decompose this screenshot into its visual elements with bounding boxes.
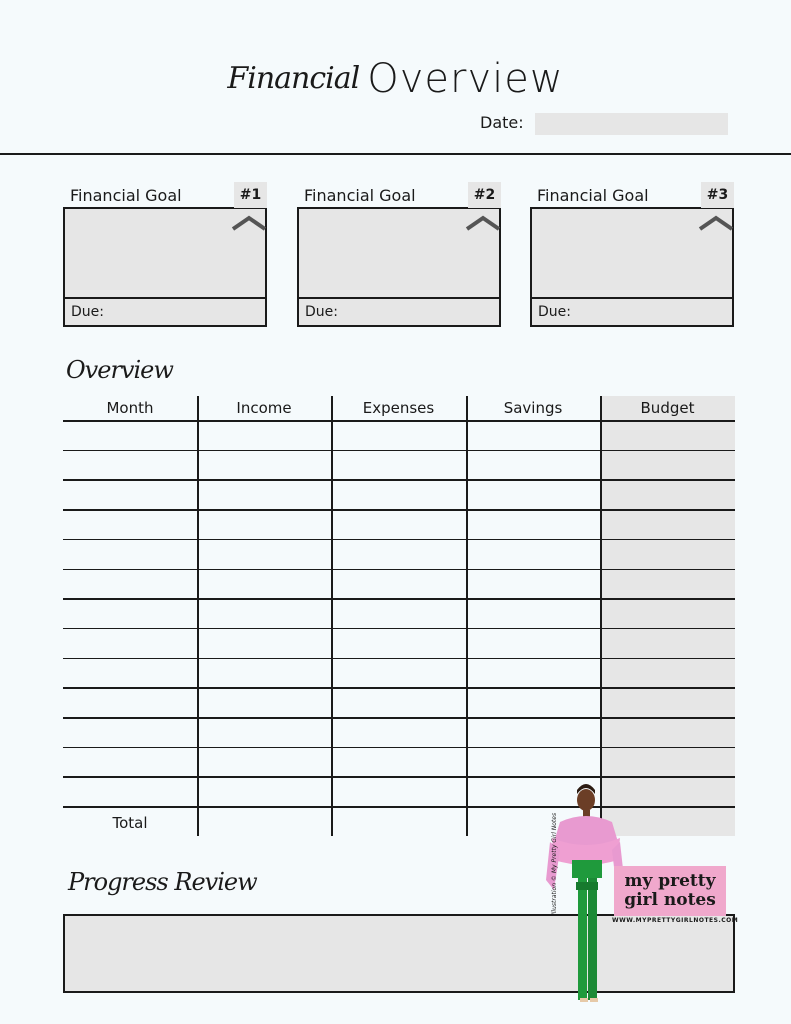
- column-header-month: Month: [106, 399, 154, 417]
- table-cell[interactable]: [63, 539, 197, 569]
- goal-label: Financial Goal: [70, 186, 182, 205]
- table-cell[interactable]: [197, 658, 331, 688]
- brand-name-line2: girl notes: [624, 890, 716, 910]
- artist-signature: Illustration © My Pretty Girl Notes: [551, 812, 558, 915]
- table-cell[interactable]: [600, 509, 735, 539]
- table-cell[interactable]: [197, 569, 331, 599]
- table-cell[interactable]: [466, 747, 600, 777]
- table-cell[interactable]: [331, 628, 466, 658]
- goal-input-box[interactable]: [297, 207, 501, 327]
- chevron-up-icon: [465, 213, 501, 231]
- table-cell[interactable]: [466, 509, 600, 539]
- table-cell[interactable]: [63, 509, 197, 539]
- goal-number-badge: #1: [234, 182, 267, 208]
- table-cell[interactable]: [466, 479, 600, 509]
- title-script: Financial: [227, 61, 360, 96]
- goal-number-badge: #3: [701, 182, 734, 208]
- progress-review-heading: Progress Review: [68, 868, 257, 896]
- title-main: Overview: [367, 56, 564, 102]
- table-cell[interactable]: [197, 747, 331, 777]
- table-cell[interactable]: [63, 776, 197, 806]
- table-cell[interactable]: [466, 717, 600, 747]
- table-cell[interactable]: [63, 628, 197, 658]
- goal-card-1: [63, 182, 267, 328]
- table-cell[interactable]: [197, 687, 331, 717]
- table-cell[interactable]: [331, 747, 466, 777]
- goal-number-badge: #2: [468, 182, 501, 208]
- goal-input-box[interactable]: [530, 207, 734, 327]
- total-cell[interactable]: [331, 806, 466, 836]
- column-header-savings: Savings: [503, 399, 563, 417]
- table-cell[interactable]: [197, 420, 331, 450]
- table-cell[interactable]: [197, 450, 331, 480]
- table-cell[interactable]: [331, 420, 466, 450]
- table-cell[interactable]: [197, 539, 331, 569]
- goal-card-3: [530, 182, 734, 328]
- chevron-up-icon: [698, 213, 734, 231]
- table-cell[interactable]: [331, 509, 466, 539]
- table-cell[interactable]: [63, 717, 197, 747]
- table-cell[interactable]: [331, 687, 466, 717]
- table-cell[interactable]: [197, 479, 331, 509]
- table-cell[interactable]: [466, 420, 600, 450]
- brand-name-line1: my pretty: [624, 871, 716, 891]
- column-header-expenses: Expenses: [362, 399, 435, 417]
- table-cell[interactable]: [63, 747, 197, 777]
- table-cell[interactable]: [600, 479, 735, 509]
- chevron-up-icon: [231, 213, 267, 231]
- table-cell[interactable]: [600, 420, 735, 450]
- table-header: [63, 396, 735, 420]
- table-cell[interactable]: [63, 450, 197, 480]
- table-cell[interactable]: [466, 658, 600, 688]
- goal-due-label: Due:: [305, 304, 338, 320]
- table-cell[interactable]: [600, 628, 735, 658]
- brand-url: WWW.MYPRETTYGIRLNOTES.COM: [612, 917, 739, 924]
- table-cell[interactable]: [331, 717, 466, 747]
- goal-card-2: [297, 182, 501, 328]
- table-cell[interactable]: [600, 717, 735, 747]
- goal-due-field[interactable]: [299, 297, 499, 325]
- table-cell[interactable]: [63, 658, 197, 688]
- table-cell[interactable]: [466, 598, 600, 628]
- table-cell[interactable]: [331, 658, 466, 688]
- goal-label: Financial Goal: [537, 186, 649, 205]
- table-cell[interactable]: [600, 598, 735, 628]
- goal-due-field[interactable]: [65, 297, 265, 325]
- table-cell[interactable]: [331, 776, 466, 806]
- goal-input-box[interactable]: [63, 207, 267, 327]
- table-cell[interactable]: [466, 687, 600, 717]
- table-cell[interactable]: [466, 450, 600, 480]
- table-cell[interactable]: [600, 539, 735, 569]
- table-cell[interactable]: [466, 569, 600, 599]
- table-cell[interactable]: [63, 569, 197, 599]
- overview-heading: Overview: [66, 356, 173, 384]
- date-label: Date:: [480, 113, 524, 132]
- table-cell[interactable]: [600, 687, 735, 717]
- total-label: Total: [112, 814, 148, 832]
- goal-due-field[interactable]: [532, 297, 732, 325]
- table-cell[interactable]: [600, 450, 735, 480]
- table-cell[interactable]: [331, 598, 466, 628]
- table-cell[interactable]: [63, 687, 197, 717]
- brand-logo: [614, 866, 726, 916]
- table-cell[interactable]: [600, 569, 735, 599]
- table-cell[interactable]: [197, 509, 331, 539]
- column-header-budget: Budget: [600, 396, 735, 420]
- progress-review-field[interactable]: [63, 914, 739, 993]
- column-header-income: Income: [236, 399, 292, 417]
- table-cell[interactable]: [63, 598, 197, 628]
- table-cell[interactable]: [197, 628, 331, 658]
- table-cell[interactable]: [466, 628, 600, 658]
- table-cell[interactable]: [466, 539, 600, 569]
- table-cell[interactable]: [331, 569, 466, 599]
- table-cell[interactable]: [197, 776, 331, 806]
- table-cell[interactable]: [63, 420, 197, 450]
- page-title: [0, 56, 791, 102]
- goal-due-label: Due:: [538, 304, 571, 320]
- date-field[interactable]: [535, 113, 728, 135]
- table-cell[interactable]: [197, 717, 331, 747]
- table-cell[interactable]: [331, 479, 466, 509]
- table-cell[interactable]: [600, 658, 735, 688]
- goal-due-label: Due:: [71, 304, 104, 320]
- table-cell[interactable]: [600, 747, 735, 777]
- total-cell[interactable]: [197, 806, 331, 836]
- table-cell[interactable]: [197, 598, 331, 628]
- table-cell[interactable]: [331, 450, 466, 480]
- table-cell[interactable]: [331, 539, 466, 569]
- table-cell[interactable]: [63, 479, 197, 509]
- goal-label: Financial Goal: [304, 186, 416, 205]
- header-divider: [0, 153, 791, 155]
